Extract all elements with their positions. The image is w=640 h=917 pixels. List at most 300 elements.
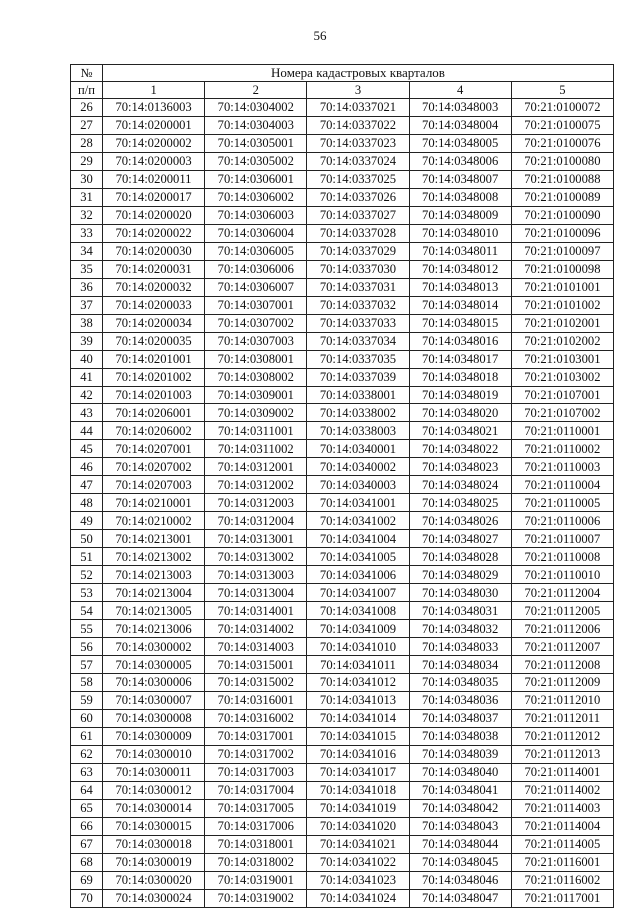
cadastral-number-cell: 70:14:0307001: [205, 296, 307, 314]
cadastral-number-cell: 70:14:0300007: [103, 691, 205, 709]
cadastral-number-cell: 70:14:0300012: [103, 781, 205, 799]
table-row: [71, 152, 614, 170]
table-row: [71, 278, 614, 296]
row-number-cell: 58: [71, 674, 103, 692]
table-row: [71, 656, 614, 674]
cadastral-number-cell: 70:14:0206002: [103, 422, 205, 440]
cadastral-number-cell: 70:14:0348029: [409, 566, 511, 584]
row-number-cell: 38: [71, 314, 103, 332]
cadastral-number-cell: 70:14:0348035: [409, 674, 511, 692]
cadastral-number-cell: 70:14:0337031: [307, 278, 409, 296]
row-number-cell: 33: [71, 224, 103, 242]
header-col-4: 4: [409, 82, 511, 99]
cadastral-number-cell: 70:21:0112007: [511, 638, 613, 656]
cadastral-number-cell: 70:14:0210001: [103, 494, 205, 512]
cadastral-number-cell: 70:14:0341013: [307, 691, 409, 709]
cadastral-number-cell: 70:14:0213002: [103, 548, 205, 566]
cadastral-number-cell: 70:14:0348047: [409, 889, 511, 907]
cadastral-number-cell: 70:14:0317006: [205, 817, 307, 835]
cadastral-number-cell: 70:14:0341009: [307, 620, 409, 638]
cadastral-number-cell: 70:14:0341018: [307, 781, 409, 799]
cadastral-number-cell: 70:14:0348024: [409, 476, 511, 494]
cadastral-number-cell: 70:14:0341024: [307, 889, 409, 907]
cadastral-number-cell: 70:14:0348021: [409, 422, 511, 440]
cadastral-number-cell: 70:14:0337023: [307, 134, 409, 152]
cadastral-number-cell: 70:14:0341001: [307, 494, 409, 512]
cadastral-number-cell: 70:14:0341006: [307, 566, 409, 584]
table-row: [71, 727, 614, 745]
cadastral-number-cell: 70:21:0112012: [511, 727, 613, 745]
table-row: [71, 422, 614, 440]
cadastral-number-cell: 70:14:0300006: [103, 674, 205, 692]
cadastral-number-cell: 70:14:0348038: [409, 727, 511, 745]
cadastral-number-cell: 70:21:0112011: [511, 709, 613, 727]
row-number-cell: 66: [71, 817, 103, 835]
row-number-cell: 26: [71, 99, 103, 117]
cadastral-number-cell: 70:14:0312004: [205, 512, 307, 530]
row-number-cell: 68: [71, 853, 103, 871]
cadastral-number-cell: 70:14:0341023: [307, 871, 409, 889]
cadastral-number-cell: 70:14:0348010: [409, 224, 511, 242]
cadastral-number-cell: 70:14:0201001: [103, 350, 205, 368]
cadastral-number-cell: 70:14:0348044: [409, 835, 511, 853]
cadastral-number-cell: 70:14:0300005: [103, 656, 205, 674]
header-subno: п/п: [71, 82, 103, 99]
cadastral-number-cell: 70:14:0348012: [409, 260, 511, 278]
cadastral-number-cell: 70:14:0312002: [205, 476, 307, 494]
cadastral-number-cell: 70:14:0341008: [307, 602, 409, 620]
cadastral-number-cell: 70:14:0200002: [103, 134, 205, 152]
row-number-cell: 45: [71, 440, 103, 458]
cadastral-number-cell: 70:21:0100098: [511, 260, 613, 278]
cadastral-number-cell: 70:14:0337034: [307, 332, 409, 350]
cadastral-number-cell: 70:14:0300009: [103, 727, 205, 745]
cadastral-number-cell: 70:14:0305002: [205, 152, 307, 170]
cadastral-number-cell: 70:21:0102001: [511, 314, 613, 332]
cadastral-number-cell: 70:14:0337035: [307, 350, 409, 368]
cadastral-number-cell: 70:21:0100080: [511, 152, 613, 170]
cadastral-number-cell: 70:14:0348039: [409, 745, 511, 763]
cadastral-number-cell: 70:14:0337027: [307, 206, 409, 224]
cadastral-number-cell: 70:14:0341002: [307, 512, 409, 530]
row-number-cell: 40: [71, 350, 103, 368]
cadastral-number-cell: 70:14:0348005: [409, 134, 511, 152]
cadastral-number-cell: 70:21:0112010: [511, 691, 613, 709]
cadastral-number-cell: 70:14:0341021: [307, 835, 409, 853]
row-number-cell: 60: [71, 709, 103, 727]
cadastral-number-cell: 70:14:0317004: [205, 781, 307, 799]
cadastral-number-cell: 70:14:0340001: [307, 440, 409, 458]
cadastral-number-cell: 70:14:0136003: [103, 99, 205, 117]
cadastral-number-cell: 70:14:0300002: [103, 638, 205, 656]
cadastral-number-cell: 70:21:0112013: [511, 745, 613, 763]
cadastral-number-cell: 70:14:0312003: [205, 494, 307, 512]
cadastral-number-cell: 70:14:0318001: [205, 835, 307, 853]
table-row: [71, 530, 614, 548]
cadastral-number-cell: 70:21:0100088: [511, 170, 613, 188]
cadastral-number-cell: 70:14:0341007: [307, 584, 409, 602]
table-row: [71, 638, 614, 656]
cadastral-number-cell: 70:14:0348028: [409, 548, 511, 566]
row-number-cell: 34: [71, 242, 103, 260]
header-row-bottom: [71, 82, 614, 99]
row-number-cell: 59: [71, 691, 103, 709]
row-number-cell: 47: [71, 476, 103, 494]
cadastral-number-cell: 70:14:0317001: [205, 727, 307, 745]
table-row: [71, 260, 614, 278]
table-row: [71, 799, 614, 817]
cadastral-number-cell: 70:14:0306005: [205, 242, 307, 260]
cadastral-number-cell: 70:14:0200032: [103, 278, 205, 296]
row-number-cell: 29: [71, 152, 103, 170]
cadastral-number-cell: 70:14:0341011: [307, 656, 409, 674]
table-row: [71, 116, 614, 134]
table-row: [71, 817, 614, 835]
cadastral-number-cell: 70:14:0341010: [307, 638, 409, 656]
cadastral-number-cell: 70:21:0110006: [511, 512, 613, 530]
cadastral-number-cell: 70:14:0200031: [103, 260, 205, 278]
cadastral-number-cell: 70:21:0103002: [511, 368, 613, 386]
table-row: [71, 763, 614, 781]
row-number-cell: 35: [71, 260, 103, 278]
cadastral-number-cell: 70:14:0338002: [307, 404, 409, 422]
row-number-cell: 65: [71, 799, 103, 817]
table-row: [71, 620, 614, 638]
table-row: [71, 314, 614, 332]
cadastral-number-cell: 70:14:0213001: [103, 530, 205, 548]
row-number-cell: 70: [71, 889, 103, 907]
cadastral-number-cell: 70:21:0103001: [511, 350, 613, 368]
row-number-cell: 36: [71, 278, 103, 296]
table-row: [71, 674, 614, 692]
row-number-cell: 39: [71, 332, 103, 350]
table-row: [71, 853, 614, 871]
cadastral-number-cell: 70:14:0317002: [205, 745, 307, 763]
cadastral-number-cell: 70:14:0306003: [205, 206, 307, 224]
table-row: [71, 584, 614, 602]
cadastral-number-cell: 70:14:0337030: [307, 260, 409, 278]
cadastral-number-cell: 70:14:0300020: [103, 871, 205, 889]
table-row: [71, 332, 614, 350]
row-number-cell: 32: [71, 206, 103, 224]
cadastral-number-cell: 70:14:0306002: [205, 188, 307, 206]
row-number-cell: 55: [71, 620, 103, 638]
cadastral-number-cell: 70:21:0110010: [511, 566, 613, 584]
cadastral-number-cell: 70:14:0348034: [409, 656, 511, 674]
cadastral-number-cell: 70:21:0112004: [511, 584, 613, 602]
table-row: [71, 404, 614, 422]
table-row: [71, 889, 614, 907]
cadastral-number-cell: 70:21:0100075: [511, 116, 613, 134]
cadastral-number-cell: 70:14:0200022: [103, 224, 205, 242]
cadastral-number-cell: 70:14:0341016: [307, 745, 409, 763]
cadastral-number-cell: 70:21:0100096: [511, 224, 613, 242]
table-row: [71, 691, 614, 709]
table-row: [71, 188, 614, 206]
cadastral-number-cell: 70:14:0348037: [409, 709, 511, 727]
cadastral-number-cell: 70:14:0200034: [103, 314, 205, 332]
cadastral-number-cell: 70:14:0348004: [409, 116, 511, 134]
cadastral-number-cell: 70:14:0348040: [409, 763, 511, 781]
cadastral-number-cell: 70:14:0337032: [307, 296, 409, 314]
row-number-cell: 31: [71, 188, 103, 206]
cadastral-number-cell: 70:14:0307002: [205, 314, 307, 332]
cadastral-number-cell: 70:14:0200001: [103, 116, 205, 134]
cadastral-number-cell: 70:14:0348013: [409, 278, 511, 296]
cadastral-number-cell: 70:14:0348017: [409, 350, 511, 368]
cadastral-number-cell: 70:14:0200003: [103, 152, 205, 170]
row-number-cell: 27: [71, 116, 103, 134]
row-number-cell: 54: [71, 602, 103, 620]
table-row: [71, 602, 614, 620]
cadastral-number-cell: 70:21:0110005: [511, 494, 613, 512]
cadastral-number-cell: 70:21:0100090: [511, 206, 613, 224]
header-row-top: [71, 65, 614, 82]
cadastral-number-cell: 70:14:0318002: [205, 853, 307, 871]
row-number-cell: 43: [71, 404, 103, 422]
cadastral-number-cell: 70:21:0110004: [511, 476, 613, 494]
cadastral-number-cell: 70:14:0306007: [205, 278, 307, 296]
cadastral-number-cell: 70:14:0340002: [307, 458, 409, 476]
header-col-1: 1: [103, 82, 205, 99]
cadastral-number-cell: 70:14:0337025: [307, 170, 409, 188]
cadastral-number-cell: 70:14:0348030: [409, 584, 511, 602]
row-number-cell: 61: [71, 727, 103, 745]
table-row: [71, 242, 614, 260]
cadastral-number-cell: 70:14:0319002: [205, 889, 307, 907]
table-row: [71, 548, 614, 566]
row-number-cell: 50: [71, 530, 103, 548]
cadastral-number-cell: 70:14:0337022: [307, 116, 409, 134]
cadastral-number-cell: 70:14:0337033: [307, 314, 409, 332]
cadastral-number-cell: 70:14:0306004: [205, 224, 307, 242]
cadastral-number-cell: 70:21:0100072: [511, 99, 613, 117]
cadastral-number-cell: 70:21:0110001: [511, 422, 613, 440]
cadastral-number-cell: 70:14:0316002: [205, 709, 307, 727]
cadastral-number-cell: 70:14:0313003: [205, 566, 307, 584]
cadastral-number-cell: 70:14:0210002: [103, 512, 205, 530]
cadastral-number-cell: 70:14:0315001: [205, 656, 307, 674]
cadastral-number-cell: 70:14:0315002: [205, 674, 307, 692]
cadastral-number-cell: 70:14:0300014: [103, 799, 205, 817]
table-row: [71, 781, 614, 799]
table-row: [71, 296, 614, 314]
cadastral-number-cell: 70:14:0337039: [307, 368, 409, 386]
row-number-cell: 42: [71, 386, 103, 404]
cadastral-number-cell: 70:14:0348019: [409, 386, 511, 404]
cadastral-number-cell: 70:14:0300019: [103, 853, 205, 871]
cadastral-number-cell: 70:14:0337028: [307, 224, 409, 242]
cadastral-number-cell: 70:21:0112005: [511, 602, 613, 620]
cadastral-number-cell: 70:14:0300024: [103, 889, 205, 907]
cadastral-number-cell: 70:14:0200030: [103, 242, 205, 260]
cadastral-number-cell: 70:14:0201002: [103, 368, 205, 386]
cadastral-number-cell: 70:14:0348020: [409, 404, 511, 422]
cadastral-number-cell: 70:14:0312001: [205, 458, 307, 476]
cadastral-number-cell: 70:14:0341019: [307, 799, 409, 817]
cadastral-number-cell: 70:21:0110008: [511, 548, 613, 566]
cadastral-number-cell: 70:14:0348027: [409, 530, 511, 548]
row-number-cell: 52: [71, 566, 103, 584]
cadastral-number-cell: 70:14:0309002: [205, 404, 307, 422]
cadastral-number-cell: 70:21:0110003: [511, 458, 613, 476]
table-row: [71, 386, 614, 404]
cadastral-number-cell: 70:14:0300011: [103, 763, 205, 781]
cadastral-number-cell: 70:21:0114005: [511, 835, 613, 853]
cadastral-number-cell: 70:14:0201003: [103, 386, 205, 404]
cadastral-number-cell: 70:14:0337029: [307, 242, 409, 260]
row-number-cell: 49: [71, 512, 103, 530]
row-number-cell: 57: [71, 656, 103, 674]
cadastral-number-cell: 70:21:0117001: [511, 889, 613, 907]
cadastral-number-cell: 70:14:0200033: [103, 296, 205, 314]
cadastral-number-cell: 70:14:0348026: [409, 512, 511, 530]
cadastral-number-cell: 70:21:0114004: [511, 817, 613, 835]
cadastral-number-cell: 70:14:0348025: [409, 494, 511, 512]
header-col-5: 5: [511, 82, 613, 99]
row-number-cell: 30: [71, 170, 103, 188]
cadastral-number-cell: 70:14:0309001: [205, 386, 307, 404]
row-number-cell: 62: [71, 745, 103, 763]
cadastral-number-cell: 70:21:0114001: [511, 763, 613, 781]
cadastral-number-cell: 70:14:0348033: [409, 638, 511, 656]
table-row: [71, 476, 614, 494]
cadastral-number-cell: 70:21:0114002: [511, 781, 613, 799]
cadastral-number-cell: 70:14:0348031: [409, 602, 511, 620]
cadastral-number-cell: 70:14:0200011: [103, 170, 205, 188]
cadastral-number-cell: 70:14:0341015: [307, 727, 409, 745]
cadastral-number-cell: 70:14:0340003: [307, 476, 409, 494]
row-number-cell: 48: [71, 494, 103, 512]
cadastral-number-cell: 70:14:0304002: [205, 99, 307, 117]
cadastral-number-cell: 70:14:0341005: [307, 548, 409, 566]
cadastral-number-cell: 70:21:0101002: [511, 296, 613, 314]
cadastral-number-cell: 70:21:0110002: [511, 440, 613, 458]
cadastral-number-cell: 70:14:0348009: [409, 206, 511, 224]
table-row: [71, 745, 614, 763]
cadastral-number-cell: 70:14:0341004: [307, 530, 409, 548]
row-number-cell: 64: [71, 781, 103, 799]
row-number-cell: 63: [71, 763, 103, 781]
table-row: [71, 350, 614, 368]
cadastral-number-cell: 70:14:0348032: [409, 620, 511, 638]
cadastral-number-cell: 70:14:0338003: [307, 422, 409, 440]
table-row: [71, 835, 614, 853]
cadastral-number-cell: 70:21:0100076: [511, 134, 613, 152]
cadastral-number-cell: 70:14:0213006: [103, 620, 205, 638]
cadastral-number-cell: 70:14:0314003: [205, 638, 307, 656]
cadastral-number-cell: 70:14:0348043: [409, 817, 511, 835]
cadastral-number-cell: 70:21:0110007: [511, 530, 613, 548]
cadastral-number-cell: 70:14:0341022: [307, 853, 409, 871]
cadastral-number-cell: 70:14:0207002: [103, 458, 205, 476]
cadastral-number-cell: 70:21:0116002: [511, 871, 613, 889]
row-number-cell: 37: [71, 296, 103, 314]
cadastral-number-cell: 70:14:0341017: [307, 763, 409, 781]
cadastral-number-cell: 70:14:0305001: [205, 134, 307, 152]
row-number-cell: 53: [71, 584, 103, 602]
table-row: [71, 871, 614, 889]
cadastral-number-cell: 70:21:0101001: [511, 278, 613, 296]
cadastral-number-cell: 70:14:0317003: [205, 763, 307, 781]
cadastral-number-cell: 70:14:0348041: [409, 781, 511, 799]
header-no: №: [71, 65, 103, 82]
cadastral-number-cell: 70:14:0348015: [409, 314, 511, 332]
cadastral-number-cell: 70:14:0341012: [307, 674, 409, 692]
cadastral-number-cell: 70:14:0337024: [307, 152, 409, 170]
cadastral-number-cell: 70:14:0307003: [205, 332, 307, 350]
row-number-cell: 69: [71, 871, 103, 889]
cadastral-number-cell: 70:14:0348023: [409, 458, 511, 476]
cadastral-number-cell: 70:14:0300008: [103, 709, 205, 727]
table-row: [71, 566, 614, 584]
cadastral-number-cell: 70:14:0316001: [205, 691, 307, 709]
cadastral-number-cell: 70:21:0100089: [511, 188, 613, 206]
cadastral-number-cell: 70:14:0319001: [205, 871, 307, 889]
cadastral-number-cell: 70:14:0348022: [409, 440, 511, 458]
cadastral-number-cell: 70:14:0200020: [103, 206, 205, 224]
cadastral-number-cell: 70:14:0306006: [205, 260, 307, 278]
table-row: [71, 512, 614, 530]
cadastral-number-cell: 70:14:0348003: [409, 99, 511, 117]
cadastral-number-cell: 70:14:0313002: [205, 548, 307, 566]
table-row: [71, 709, 614, 727]
cadastral-number-cell: 70:14:0308002: [205, 368, 307, 386]
row-number-cell: 28: [71, 134, 103, 152]
table-row: [71, 170, 614, 188]
cadastral-number-cell: 70:21:0114003: [511, 799, 613, 817]
row-number-cell: 67: [71, 835, 103, 853]
cadastral-number-cell: 70:14:0314002: [205, 620, 307, 638]
cadastral-number-cell: 70:14:0313001: [205, 530, 307, 548]
table-row: [71, 494, 614, 512]
cadastral-number-cell: 70:14:0337026: [307, 188, 409, 206]
cadastral-number-cell: 70:14:0213003: [103, 566, 205, 584]
cadastral-number-cell: 70:14:0337021: [307, 99, 409, 117]
cadastral-number-cell: 70:14:0300010: [103, 745, 205, 763]
table-row: [71, 458, 614, 476]
cadastral-number-cell: 70:21:0107001: [511, 386, 613, 404]
cadastral-number-cell: 70:21:0107002: [511, 404, 613, 422]
cadastral-number-cell: 70:14:0348018: [409, 368, 511, 386]
table-row: [71, 224, 614, 242]
cadastral-number-cell: 70:14:0348008: [409, 188, 511, 206]
cadastral-number-cell: 70:14:0313004: [205, 584, 307, 602]
cadastral-number-cell: 70:14:0317005: [205, 799, 307, 817]
cadastral-quarters-table: [70, 64, 614, 908]
cadastral-number-cell: 70:14:0306001: [205, 170, 307, 188]
cadastral-number-cell: 70:14:0308001: [205, 350, 307, 368]
cadastral-number-cell: 70:14:0348016: [409, 332, 511, 350]
cadastral-number-cell: 70:14:0200017: [103, 188, 205, 206]
page-number: 56: [313, 28, 327, 43]
cadastral-number-cell: 70:14:0348006: [409, 152, 511, 170]
cadastral-number-cell: 70:14:0314001: [205, 602, 307, 620]
cadastral-number-cell: 70:14:0300018: [103, 835, 205, 853]
cadastral-number-cell: 70:14:0206001: [103, 404, 205, 422]
table-row: [71, 206, 614, 224]
cadastral-number-cell: 70:14:0207003: [103, 476, 205, 494]
cadastral-number-cell: 70:14:0348046: [409, 871, 511, 889]
cadastral-number-cell: 70:21:0102002: [511, 332, 613, 350]
cadastral-number-cell: 70:14:0200035: [103, 332, 205, 350]
header-cadastral-numbers: Номера кадастровых кварталов: [103, 65, 614, 82]
cadastral-number-cell: 70:14:0348007: [409, 170, 511, 188]
table-row: [71, 99, 614, 117]
cadastral-number-cell: 70:21:0112008: [511, 656, 613, 674]
cadastral-number-cell: 70:14:0348014: [409, 296, 511, 314]
cadastral-number-cell: 70:14:0311002: [205, 440, 307, 458]
